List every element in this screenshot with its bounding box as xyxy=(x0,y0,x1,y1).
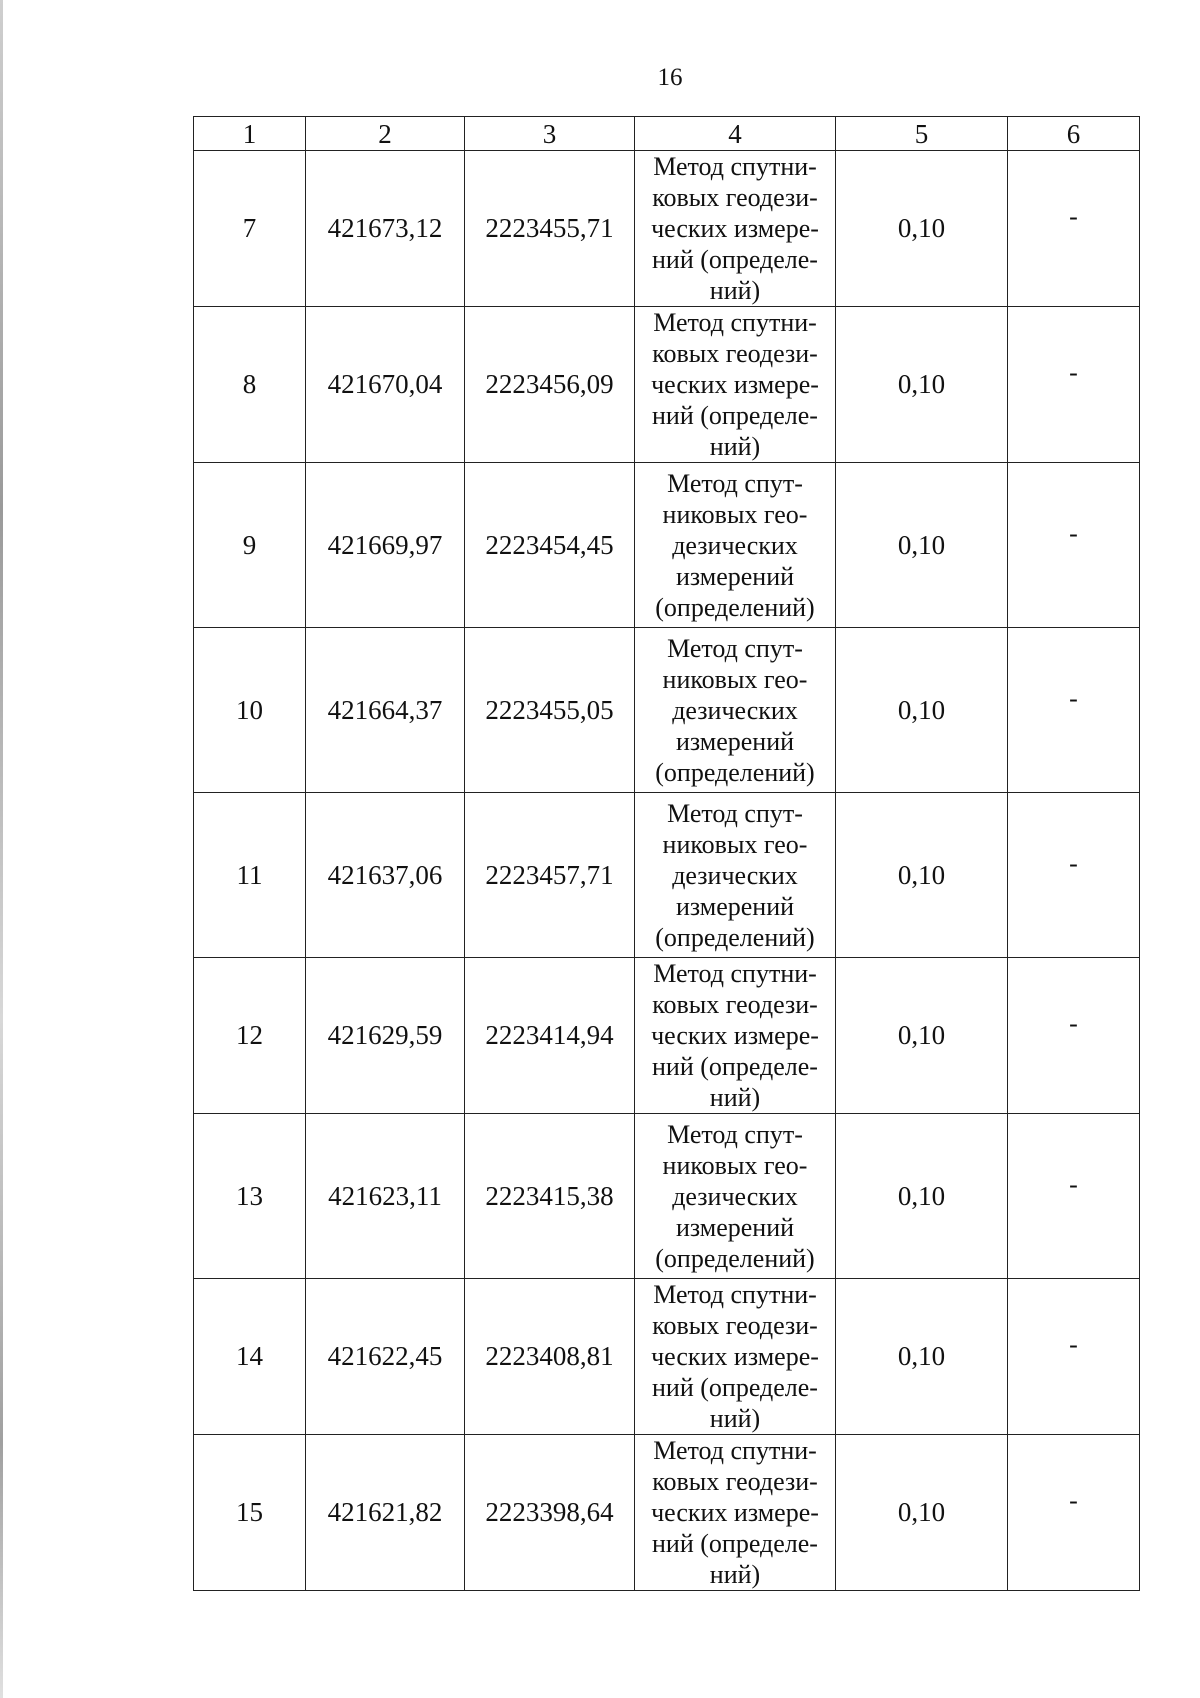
method-line: Метод спут- xyxy=(667,468,803,498)
method-line: ний (определе- xyxy=(652,1373,818,1402)
coordinates-table xyxy=(193,116,1140,1591)
coordinate-x: 421637,06 xyxy=(306,793,465,958)
note-value: - xyxy=(1069,1169,1078,1199)
method-line: ковых геодези- xyxy=(652,1467,818,1496)
coordinate-x: 421629,59 xyxy=(306,958,465,1114)
method-line: никовых гео- xyxy=(662,499,808,529)
method-line: ческих измере- xyxy=(651,370,819,399)
accuracy-value: 0,10 xyxy=(836,151,1008,307)
coordinate-y: 2223456,09 xyxy=(465,307,635,463)
coordinate-x: 421670,04 xyxy=(306,307,465,463)
method-line: Метод спут- xyxy=(667,633,803,663)
method-line: ческих измере- xyxy=(651,1021,819,1050)
coordinate-y: 2223414,94 xyxy=(465,958,635,1114)
method-line: дезических xyxy=(672,1181,798,1211)
method-line: ческих измере- xyxy=(651,1498,819,1527)
table-body xyxy=(194,151,1140,1591)
note-value: - xyxy=(1069,202,1078,231)
method-line: измерений xyxy=(675,726,795,756)
table-row xyxy=(194,628,1140,793)
note-cell xyxy=(1008,793,1140,958)
page-number: 16 xyxy=(657,64,683,91)
coordinate-x: 421673,12 xyxy=(306,151,465,307)
note-cell xyxy=(1008,1114,1140,1279)
method-line: никовых гео- xyxy=(662,1150,808,1180)
method-line: дезических xyxy=(672,695,798,725)
table-row xyxy=(194,793,1140,958)
point-number: 15 xyxy=(194,1435,306,1591)
note-cell xyxy=(1008,307,1140,463)
table-row xyxy=(194,1279,1140,1435)
note-cell xyxy=(1008,1435,1140,1591)
point-number: 13 xyxy=(194,1114,306,1279)
accuracy-value: 0,10 xyxy=(836,793,1008,958)
header-col-5: 5 xyxy=(836,117,1008,151)
coordinate-y: 2223415,38 xyxy=(465,1114,635,1279)
note-value: - xyxy=(1069,518,1078,548)
method-line: Метод спут- xyxy=(667,798,803,828)
method-line: ческих измере- xyxy=(651,1342,819,1371)
coordinate-y: 2223457,71 xyxy=(465,793,635,958)
method-line: (определений) xyxy=(655,592,815,622)
method-line: ний) xyxy=(709,276,761,305)
method-line: ний) xyxy=(709,1083,761,1112)
method-line: Метод спут- xyxy=(667,1119,803,1149)
note-cell xyxy=(1008,628,1140,793)
method-cell xyxy=(635,1114,836,1279)
note-cell xyxy=(1008,151,1140,307)
method-line: ний (определе- xyxy=(652,245,818,274)
point-number: 8 xyxy=(194,307,306,463)
table-row xyxy=(194,958,1140,1114)
method-line: (определений) xyxy=(655,922,815,952)
header-col-4: 4 xyxy=(635,117,836,151)
method-line: Метод спутни- xyxy=(653,152,817,181)
method-line: измерений xyxy=(675,891,795,921)
table-row xyxy=(194,151,1140,307)
method-cell xyxy=(635,1435,836,1591)
method-line: ний (определе- xyxy=(652,401,818,430)
method-line: (определений) xyxy=(655,1243,815,1273)
coordinate-x: 421664,37 xyxy=(306,628,465,793)
table-header-row xyxy=(194,117,1140,151)
accuracy-value: 0,10 xyxy=(836,1435,1008,1591)
table-row xyxy=(194,1435,1140,1591)
header-col-2: 2 xyxy=(306,117,465,151)
method-line: ческих измере- xyxy=(651,214,819,243)
method-line: ний (определе- xyxy=(652,1052,818,1081)
method-line: никовых гео- xyxy=(662,664,808,694)
accuracy-value: 0,10 xyxy=(836,307,1008,463)
coordinate-y: 2223398,64 xyxy=(465,1435,635,1591)
method-cell xyxy=(635,628,836,793)
note-value: - xyxy=(1069,1486,1078,1515)
coordinate-y: 2223455,71 xyxy=(465,151,635,307)
method-cell xyxy=(635,151,836,307)
coordinate-x: 421621,82 xyxy=(306,1435,465,1591)
accuracy-value: 0,10 xyxy=(836,628,1008,793)
coordinate-y: 2223408,81 xyxy=(465,1279,635,1435)
scan-edge xyxy=(0,0,3,1698)
header-col-3: 3 xyxy=(465,117,635,151)
method-line: никовых гео- xyxy=(662,829,808,859)
accuracy-value: 0,10 xyxy=(836,958,1008,1114)
method-line: ковых геодези- xyxy=(652,183,818,212)
method-cell xyxy=(635,463,836,628)
note-value: - xyxy=(1069,848,1078,878)
coordinate-y: 2223455,05 xyxy=(465,628,635,793)
coordinate-x: 421622,45 xyxy=(306,1279,465,1435)
coordinate-y: 2223454,45 xyxy=(465,463,635,628)
note-value: - xyxy=(1069,1009,1078,1038)
point-number: 12 xyxy=(194,958,306,1114)
method-line: измерений xyxy=(675,561,795,591)
method-line: Метод спутни- xyxy=(653,1280,817,1309)
method-cell xyxy=(635,958,836,1114)
note-cell xyxy=(1008,1279,1140,1435)
method-line: ковых геодези- xyxy=(652,339,818,368)
note-value: - xyxy=(1069,1330,1078,1359)
method-line: измерений xyxy=(675,1212,795,1242)
method-line: дезических xyxy=(672,860,798,890)
note-cell xyxy=(1008,958,1140,1114)
note-cell xyxy=(1008,463,1140,628)
point-number: 10 xyxy=(194,628,306,793)
method-line: ковых геодези- xyxy=(652,990,818,1019)
accuracy-value: 0,10 xyxy=(836,463,1008,628)
table-row xyxy=(194,1114,1140,1279)
point-number: 14 xyxy=(194,1279,306,1435)
point-number: 7 xyxy=(194,151,306,307)
method-line: Метод спутни- xyxy=(653,959,817,988)
method-cell xyxy=(635,307,836,463)
method-cell xyxy=(635,793,836,958)
method-line: (определений) xyxy=(655,757,815,787)
point-number: 11 xyxy=(194,793,306,958)
method-line: ний) xyxy=(709,432,761,461)
header-col-6: 6 xyxy=(1008,117,1140,151)
note-value: - xyxy=(1069,683,1078,713)
method-line: дезических xyxy=(672,530,798,560)
method-line: Метод спутни- xyxy=(653,1436,817,1465)
method-line: Метод спутни- xyxy=(653,308,817,337)
coordinate-x: 421669,97 xyxy=(306,463,465,628)
point-number: 9 xyxy=(194,463,306,628)
accuracy-value: 0,10 xyxy=(836,1114,1008,1279)
header-col-1: 1 xyxy=(194,117,306,151)
method-cell xyxy=(635,1279,836,1435)
note-value: - xyxy=(1069,358,1078,387)
method-line: ний) xyxy=(709,1404,761,1433)
method-line: ний) xyxy=(709,1560,761,1589)
method-line: ний (определе- xyxy=(652,1529,818,1558)
coordinate-x: 421623,11 xyxy=(306,1114,465,1279)
table-row xyxy=(194,307,1140,463)
method-line: ковых геодези- xyxy=(652,1311,818,1340)
table-row xyxy=(194,463,1140,628)
accuracy-value: 0,10 xyxy=(836,1279,1008,1435)
